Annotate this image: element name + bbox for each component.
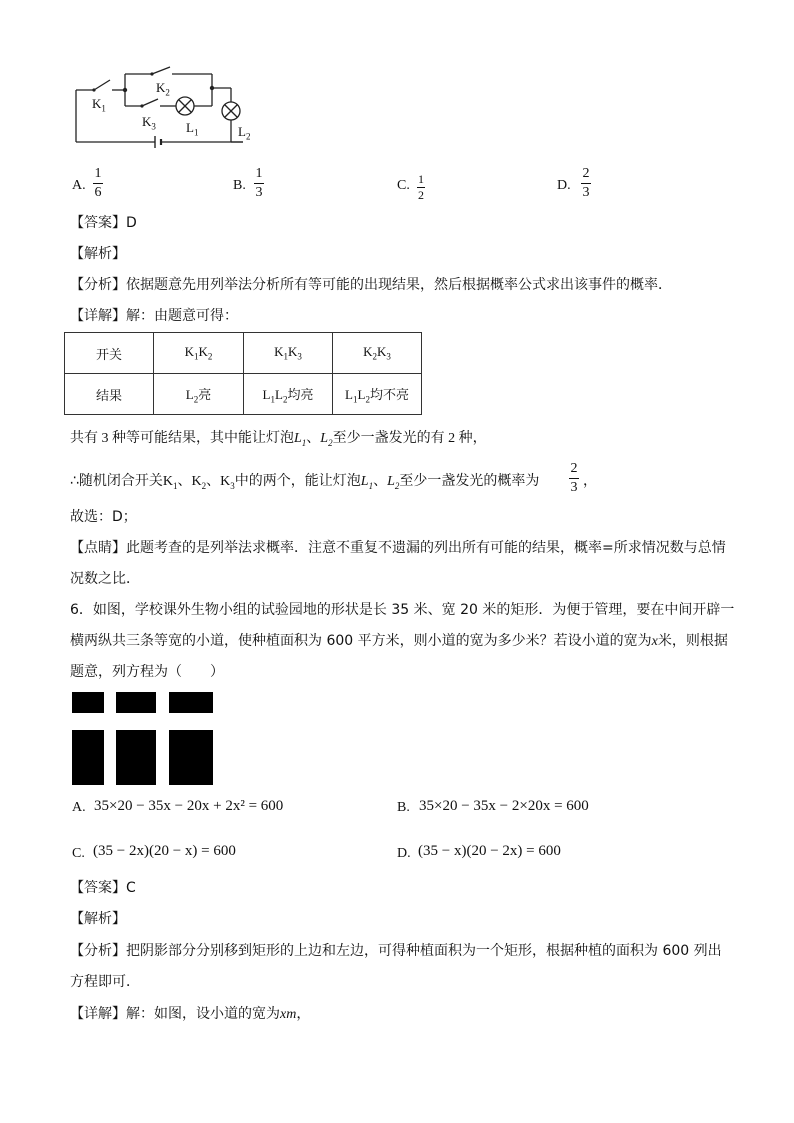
- q5-choice: 故选：D；: [70, 509, 137, 525]
- option-a-label: A.: [72, 178, 86, 193]
- table-header-switch: 开关: [65, 333, 154, 374]
- q6-option-d-label: D.: [397, 846, 411, 861]
- q5-summary-line: 共有 3 种等可能结果，其中能让灯泡$L_1$、$L_2$至少一盏发光的有 2 种，: [70, 430, 487, 448]
- q5-probability-fraction: 2 3: [570, 461, 578, 495]
- option-c-fraction: 1 2: [418, 172, 424, 202]
- table-header-k1k2: $K_1K_2$: [154, 333, 244, 374]
- option-c-label: C.: [397, 178, 410, 193]
- q6-fenxi-1: 【分析】把阴影部分分别移到矩形的上边和左边，可得种植面积为一个矩形，根据种植的面积为 600 列出: [70, 943, 722, 959]
- result-table: [64, 332, 422, 415]
- table-row-label: 结果: [65, 374, 154, 415]
- garden-figure: [72, 692, 214, 786]
- q6-analysis-title: 【解析】: [70, 911, 126, 927]
- table-header-k2k3: $K_2K_3$: [333, 333, 422, 374]
- q6-option-c-label: C.: [72, 846, 85, 861]
- q6-stem-line-3: 题意，列方程为（ ）: [70, 664, 224, 680]
- q5-fenxi: 【分析】依据题意先用列举法分析所有等可能的出现结果，然后根据概率公式求出该事件的概率．: [70, 277, 672, 293]
- q6-stem-line-2: 横两纵共三条等宽的小道，使种植面积为 600 平方米，则小道的宽为多少米？若设小道的宽为x米，则根据: [70, 633, 728, 649]
- q6-stem-line-1: 6．如图，学校课外生物小组的试验园地的形状是长 35 米、宽 20 米的矩形．为便于管理，要在中间开辟一: [70, 602, 735, 618]
- option-b-fraction: 1 3: [255, 166, 263, 200]
- q6-option-d: (35 − x)(20 − 2x) = 600: [418, 843, 561, 859]
- label-k3: $K_3$: [142, 114, 156, 132]
- label-l2: $L_2$: [238, 124, 251, 142]
- q5-probability-line: ∴随机闭合开关$K_1$、$K_2$、$K_3$中的两个，能让灯泡$L_1$、$L_2$至少一盏发光的概率为: [70, 473, 540, 491]
- q6-option-a-label: A.: [72, 800, 86, 815]
- table-cell-result-3: $L_1L_2$均不亮: [333, 374, 422, 415]
- q5-answer: 【答案】D: [70, 215, 137, 231]
- table-cell-result-1: $L_2$亮: [154, 374, 244, 415]
- q6-fenxi-2: 方程即可．: [70, 974, 140, 990]
- q5-dianjing-2: 况数之比．: [70, 571, 140, 587]
- q5-analysis-title: 【解析】: [70, 246, 126, 262]
- label-l1: $L_1$: [186, 120, 199, 138]
- option-a-fraction: 1 6: [94, 166, 102, 200]
- q6-option-b: 35×20 − 35x − 2×20x = 600: [419, 798, 589, 814]
- option-d-fraction: 2 3: [582, 166, 590, 200]
- option-b-label: B.: [233, 178, 246, 193]
- q6-xiangjie: 【详解】解：如图，设小道的宽为xm，: [70, 1006, 311, 1022]
- table-header-k1k3: $K_1K_3$: [244, 333, 333, 374]
- option-d-label: D.: [557, 178, 571, 193]
- q6-option-c: (35 − 2x)(20 − x) = 600: [93, 843, 236, 859]
- label-k2: $K_2$: [156, 80, 170, 98]
- label-k1: $K_1$: [92, 96, 106, 114]
- q6-option-b-label: B.: [397, 800, 410, 815]
- table-cell-result-2: $L_1L_2$均亮: [244, 374, 333, 415]
- q6-option-a: 35×20 − 35x − 20x + 2x² = 600: [94, 798, 284, 814]
- q6-answer: 【答案】C: [70, 880, 136, 896]
- q5-xiangjie: 【详解】解：由题意可得：: [70, 308, 238, 324]
- q5-probability-comma: ，: [583, 473, 597, 489]
- q5-dianjing-1: 【点睛】此题考查的是列举法求概率．注意不重复不遗漏的列出所有可能的结果，概率=所求情况数与总情: [70, 540, 726, 556]
